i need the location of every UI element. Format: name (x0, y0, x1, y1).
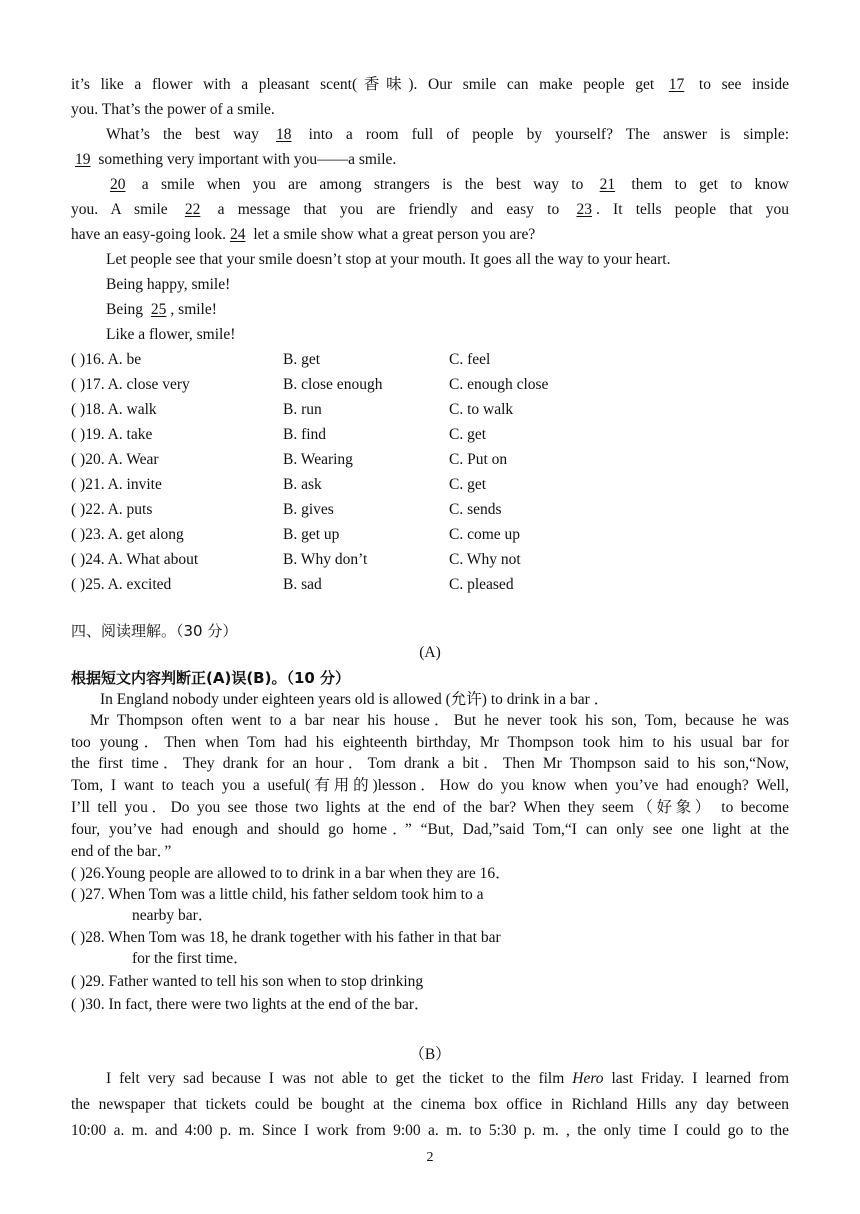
option-b: B. close enough (283, 376, 383, 393)
blank-21: 21 (599, 176, 616, 193)
passage-line-1: it’s like a flower with a pleasant scent(香味). Our smile can make people get 17 to see inside (71, 76, 790, 93)
para-line-1: In England nobody under eighteen years old is allowed (允许) to drink in a bar ． (100, 691, 610, 708)
tf-30: ( )30. In fact, there were two lights at the end of the bar． (71, 996, 430, 1013)
para-line-4: the first time．They drank for an hour．Tom drank a bit．Then Mr Thompson said to his son,“Now, (71, 755, 789, 772)
option-b: B. gives (283, 501, 334, 518)
passage-line-11: Like a flower, smile! (106, 326, 236, 343)
option-b: B. get (283, 351, 321, 368)
para-line-5: Tom, I want to teach you a useful(有用的)lesson．How do you know when you’ve had enough? Well, (71, 777, 789, 794)
blank-19: 19 (75, 151, 91, 168)
b-line-3: 10:00 a. m. and 4:00 p. m. Since I work from 9:00 a. m. to 5:30 p. m. , the only time I could go to the (71, 1122, 789, 1139)
cloze-question: ( )24. A. What about (71, 551, 199, 568)
blank-17: 17 (668, 76, 685, 93)
b-line-1: I felt very sad because I was not able to get the ticket to the film Hero last Friday. I learned from (106, 1070, 790, 1087)
cloze-question: ( )23. A. get along (71, 526, 184, 543)
option-c: C. feel (449, 351, 491, 368)
tf-28: ( )28. When Tom was 18, he drank together with his father in that bar (71, 929, 501, 946)
cloze-question: ( )19. A. take (71, 426, 153, 443)
passage-line-3: What’s the best way 18 into a room full of people by yourself? The answer is simple: (106, 126, 790, 143)
blank-23: 23 (576, 201, 592, 218)
passage-line-5: 20 a smile when you are among strangers is the best way to 21 them to get to know (106, 175, 789, 195)
option-c: C. enough close (449, 376, 549, 393)
page-number: 2 (426, 1150, 434, 1165)
blank-20: 20 (110, 176, 126, 193)
option-c: C. get (449, 476, 487, 493)
cloze-question: ( )25. A. excited (71, 576, 172, 593)
cloze-question: ( )22. A. puts (71, 501, 153, 518)
para-line-6: I’ll tell you．Do you see those two lights at the end of the bar? When they seem（好象） to become (71, 799, 789, 816)
para-line-2: Mr Thompson often went to a bar near his house．But he never took his son, Tom, because he was (90, 712, 789, 729)
part-a-label: (A) (419, 644, 441, 661)
tf-26: ( )26.Young people are allowed to to drink in a bar when they are 16． (71, 865, 511, 882)
cloze-question: ( )16. A. be (71, 351, 142, 368)
blank-25: 25 (150, 301, 167, 318)
option-b: B. run (283, 401, 322, 418)
instruction: 根据短文内容判断正(A)误(B)。（10 分） (71, 669, 351, 687)
passage-line-2: you. That’s the power of a smile. (71, 101, 275, 118)
cloze-question: ( )17. A. close very (71, 376, 190, 393)
option-c: C. Why not (449, 551, 521, 568)
option-b: B. Why don’t (283, 551, 368, 568)
option-b: B. find (283, 426, 327, 443)
option-c: C. pleased (449, 576, 514, 593)
option-c: C. to walk (449, 401, 514, 418)
blank-22: 22 (184, 201, 201, 218)
option-c: C. come up (449, 526, 521, 543)
tf-27: ( )27. When Tom was a little child, his father seldom took him to a (71, 886, 484, 903)
passage-line-4: 19 something very important with you——a smile. (71, 150, 789, 170)
cloze-question: ( )18. A. walk (71, 401, 157, 418)
option-c: C. get (449, 426, 487, 443)
section-heading: 四、阅读理解。（30 分） (71, 622, 238, 640)
part-b-label: （B） (409, 1046, 451, 1063)
option-c: C. sends (449, 501, 502, 518)
blank-24: 24 (229, 226, 246, 243)
option-b: B. Wearing (283, 451, 353, 468)
option-c: C. Put on (449, 451, 508, 468)
para-line-7: four, you’ve had enough and should go home．” “But, Dad,”said Tom,“I can only see one light at the (71, 821, 789, 838)
option-b: B. ask (283, 476, 322, 493)
b-line-2: the newspaper that tickets could be bought at the cinema box office in Richland Hills any day between (71, 1096, 789, 1113)
passage-line-10: Being 25 , smile! (106, 301, 217, 318)
tf-29: ( )29. Father wanted to tell his son when to stop drinking (71, 973, 424, 990)
option-b: B. get up (283, 526, 340, 543)
passage-line-7: have an easy-going look. 24 let a smile show what a great person you are? (71, 226, 536, 243)
blank-18: 18 (276, 126, 292, 143)
option-b: B. sad (283, 576, 322, 593)
passage-line-9: Being happy, smile! (106, 276, 231, 293)
cloze-question: ( )20. A. Wear (71, 451, 159, 468)
cloze-question: ( )21. A. invite (71, 476, 162, 493)
para-line-3: too young．Then when Tom had his eighteenth birthday, Mr Thompson took him to his usual bar for (71, 734, 789, 751)
para-line-8: end of the bar．” (71, 843, 172, 860)
passage-line-8: Let people see that your smile doesn’t stop at your mouth. It goes all the way to your heart. (106, 251, 671, 268)
tf-28-cont: for the first time． (132, 950, 249, 967)
passage-line-6: you. A smile 22 a message that you are friendly and easy to 23 . It tells people that you (71, 201, 790, 218)
tf-27-cont: nearby bar． (132, 907, 214, 924)
